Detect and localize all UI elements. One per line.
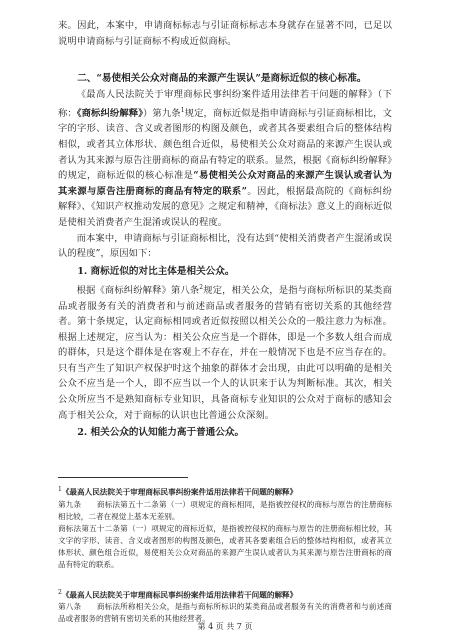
intro-paragraph: 来。因此，本案中，申请商标标志与引证商标标志本身就存在显著不同，已足以说明申请商标与引证商标不构成近似商标。: [58, 20, 392, 47]
sub-heading-2: 2. 相关公众的认知能力高于普通公众。: [77, 427, 245, 439]
footnote-ref-2[interactable]: 2: [199, 283, 204, 291]
sub-heading-1: 1. 商标近似的对比主体是相关公众。: [77, 265, 235, 277]
footnote-2-mark: 2: [58, 588, 62, 596]
sub1-text-2: 规定，相关公众，是指与商标所标识的某类商品或者服务有关的消费者和与前述商品或者服务的营销有密切关系的其他经营者。第十条规定，认定商标相同或者近似按照以相关公众的一般注意力为标准。根据上述规定，应当认为：相关公众应当是一个群体，即是一个多数人组合而成的群体，只是这个群体是在客观上不存在，并在一般情况下也是不应当存在的。只有当产生了知识产权保护时这个抽象的群体才会出现，由此可以明确的是相关公众不应当是一个人，即不应当以一个人的认识来于认为判断标准。其次，相关公众所应当不是熟知商标专业知识，具备商标专业知识的公众对于商标的感知会高于相关公众，对于商标的认识也比普通公众深刻。: [58, 284, 392, 421]
sub-1-paragraph: [58, 280, 392, 423]
footnote-2: [58, 587, 392, 626]
footnote-1-line-2: 商标法第五十二条第（一）项规定的商标近似，是指被控侵权的商标与原告的注册商标相比较，其文字的字形、读音、含义或者图形的构图及颜色，或者其各要素组合后的整体结构相似，或者其立体形状、颜色组合近似，易使相关公众对商品的来源产生误认或者认为其来源与原告注册商标的商品有特定的联系。: [58, 523, 392, 569]
sub1-text-1: 根据《商标纠纷解释》第八条: [76, 284, 200, 296]
section-2-paragraph-2: 而本案中，申请商标与引证商标相比，没有达到“使相关消费者产生混淆或误认的程度”，原因如下：: [58, 232, 392, 260]
section-2-paragraph-1: [58, 87, 392, 230]
footnote-divider: [58, 477, 188, 478]
para1-bold-abbrev: 《商标纠纷解释》: [76, 107, 143, 119]
footnote-1-line-1: 第九条 商标法第五十二条第（一）项规定的商标相同，是指被控侵权的商标与原告的注册商标相比较，二者在视觉上基本无差别。: [58, 499, 392, 521]
section-2-heading: 二、“易使相关公众对商品的来源产生误认”是商标近似的核心标准。: [77, 73, 367, 85]
footnote-2-line-1: 第八条 商标法所称相关公众，是指与商标所标识的某类商品或者服务有关的消费者和与前述商品或者服务的营销有密切关系的其他经营者。: [58, 602, 392, 624]
footnote-2-title: 《最高人民法院关于审理商标民事纠纷案件适用法律若干问题的解释》: [61, 590, 298, 600]
para1-text-6: 。因此，根据最高院的《商标纠纷解释》、《知识产权推动发展的意见》之规定和精神，《商标法》意义上的商标近似是使相关消费者产生混淆或误认的程度。: [58, 185, 392, 229]
footnote-1: [58, 484, 392, 571]
page-number: 第 4 页 共 7 页: [197, 622, 253, 631]
footnote-1-mark: 1: [58, 486, 62, 494]
para1-text-1: 《最高人民法院关于审理商标民事纠纷案件适用法律若干问题的解释》（下称：: [58, 89, 392, 119]
para1-text-4: 规定，商标近似是指申请商标与引证商标相比，文字的字形、读音、含义或者图形的构图及颜色，或者其各要素组合后的整体结构相似，或者其立体形状、颜色组合近似，易使相关公众对商品的来源产生误认或者认为其来源与原告注册商标的商品有特定的联系。显然，根据《商标纠纷解释》的规定，商标近似的核心标准是: [58, 107, 393, 182]
para1-text-3: ）第九条: [142, 107, 181, 119]
para1-bold-standard: “易使相关公众对商品的来源产生误认或者认为其来源与原告注册商标的商品有特定的联系”: [58, 170, 393, 197]
footnote-1-title: 《最高人民法院关于审理商标民事纠纷案件适用法律若干问题的解释》: [61, 487, 298, 497]
footnote-ref-1[interactable]: 1: [180, 106, 185, 114]
